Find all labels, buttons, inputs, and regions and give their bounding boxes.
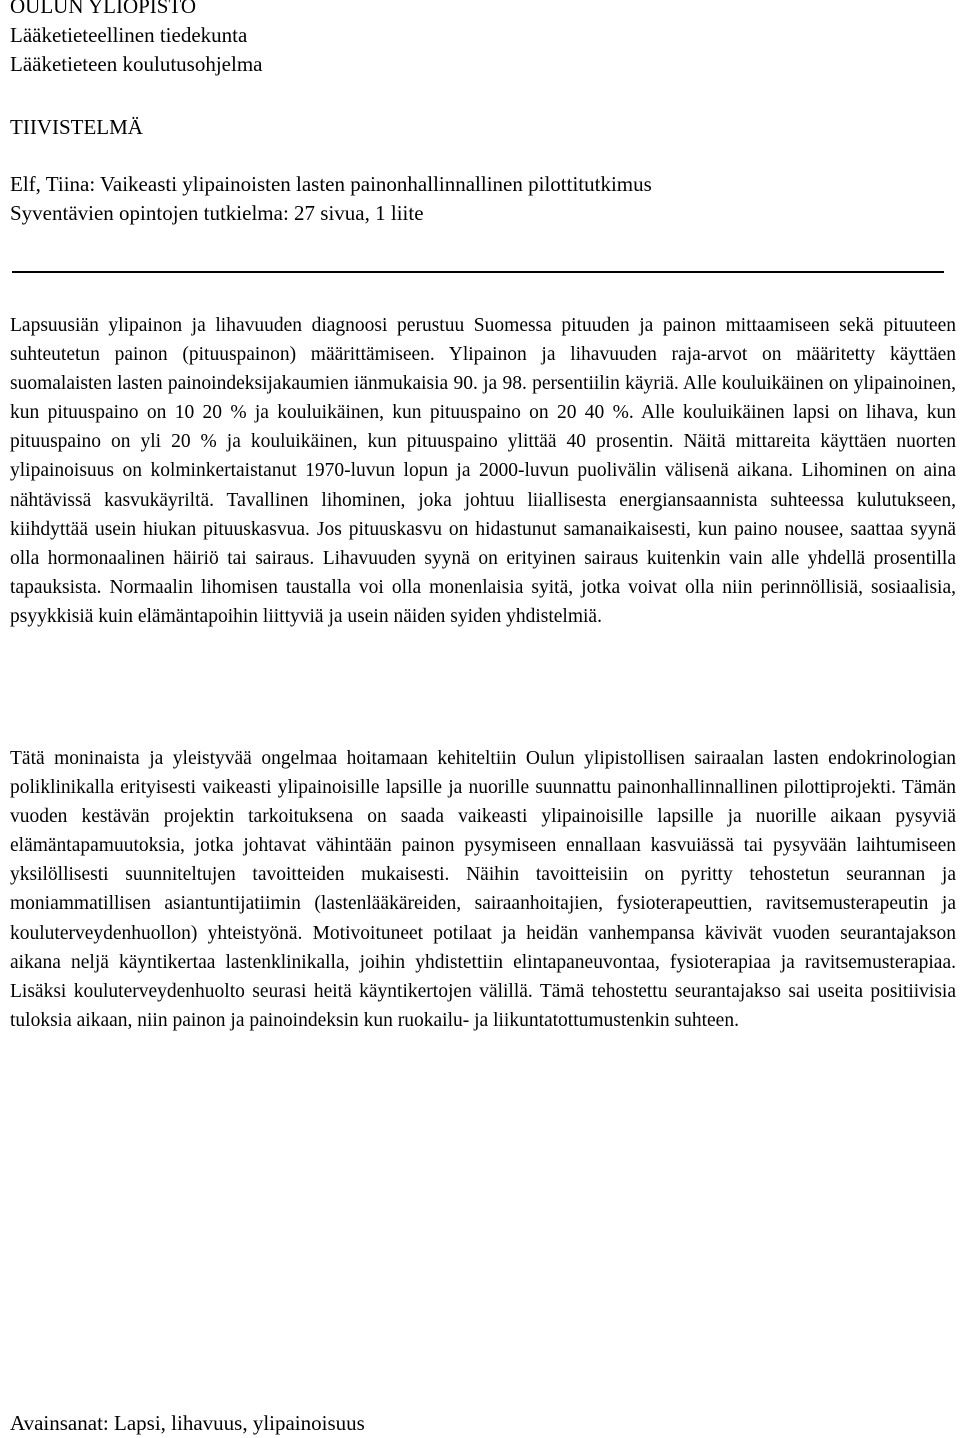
thesis-info-line: Syventävien opintojen tutkielma: 27 sivua, 1 liite [10, 201, 424, 225]
faculty-name: Lääketieteellinen tiedekunta [10, 23, 248, 47]
keywords-line: Avainsanat: Lapsi, lihavuus, ylipainoisuus [10, 1411, 365, 1435]
author-title-line: Elf, Tiina: Vaikeasti ylipainoisten lasten painonhallinnallinen pilottitutkimus [10, 172, 652, 196]
section-title: TIIVISTELMÄ [10, 115, 143, 139]
abstract-paragraph: Tätä moninaista ja yleistyvää ongelmaa hoitamaan kehiteltiin Oulun ylipistollisen sairaalan lasten endokrinologian poliklinikalla erityisesti vaikeasti ylipainoisille lapsille ja nuorille suunnattu painonhallinnallinen pilottiprojekti. Tämän vuoden kestävän projektin tarkoituksena on saada vaikeasti ylipainoisille lapsille ja nuorille aikaan pysyviä elämäntapamuutoksia, jotka johtavat vähintään painon pysymiseen ennallaan kasvuiässä tai pysyvään laihtumiseen yksilöllisesti suunniteltujen tavoitteiden mukaisesti. Näihin tavoitteisiin on pyritty tehostetun seurannan ja moniammatillisen asiantuntijatiimin (lastenlääkäreiden, sairaanhoitajien, fysioterapeuttien, ravitsemusterapeutin ja kouluterveydenhuollon) yhteistyönä. Motivoituneet potilaat ja heidän vanhempansa kävivät vuoden seurantajakson aikana neljä käyntikertaa lastenklinikalla, joihin yhdistettiin elintapaneuvontaa, fysioterapiaa ja ravitsemusterapiaa. Lisäksi kouluterveydenhuolto seurasi heitä käyntikertojen välillä. Tämä tehostettu seurantajakso sai useita positiivisia tuloksia aikaan, niin painon ja painoindeksin kun ruokailu- ja liikuntatottumustenkin suhteen. [10, 748, 956, 1031]
university-name: OULUN YLIOPISTO [10, 0, 197, 18]
horizontal-divider [12, 271, 944, 273]
author-block [10, 170, 652, 228]
programme-name: Lääketieteen koulutusohjelma [10, 52, 263, 76]
abstract-paragraph: Lapsuusiän ylipainon ja lihavuuden diagnoosi perustuu Suomessa pituuden ja painon mittaamiseen sekä pituuteen suhteutetun painon (pituuspainon) määrittämiseen. Ylipainon ja lihavuuden raja-arvot on määritetty käyttäen suomalaisten lasten painoindeksijakaumien iänmukaisia 90. ja 98. persentiilin käyriä. Alle kouluikäinen on ylipainoinen, kun pituuspaino on 10 20 % ja kouluikäinen, kun pituuspaino on 20 40 %. Alle kouluikäinen lapsi on lihava, kun pituuspaino on yli 20 % ja kouluikäinen, kun pituuspaino ylittää 40 prosentin. Näitä mittareita käyttäen nuorten ylipainoisuus on kolminkertaistanut 1970-luvun lopun ja 2000-luvun puolivälin välisenä aikana. Lihominen on aina nähtävissä kasvukäyriltä. Tavallinen lihominen, joka johtuu liiallisesta energiansaannista suhteessa kulutukseen, kiihdyttää usein hiukan pituuskasvua. Jos pituuskasvu on hidastunut samanaikaisesti, kun paino nousee, saattaa syynä olla hormonaalinen häiriö tai sairaus. Lihavuuden syynä on erityinen sairaus kuitenkin vain alle yhdellä prosentilla tapauksista. Normaalin lihomisen taustalla voi olla monenlaisia syitä, jotka voivat olla niin perinnöllisiä, sosiaalisia, psyykkisiä kuin elämäntapoihin liittyviä ja usein näiden syiden yhdistelmiä. [10, 315, 956, 627]
document-header [10, 0, 263, 79]
